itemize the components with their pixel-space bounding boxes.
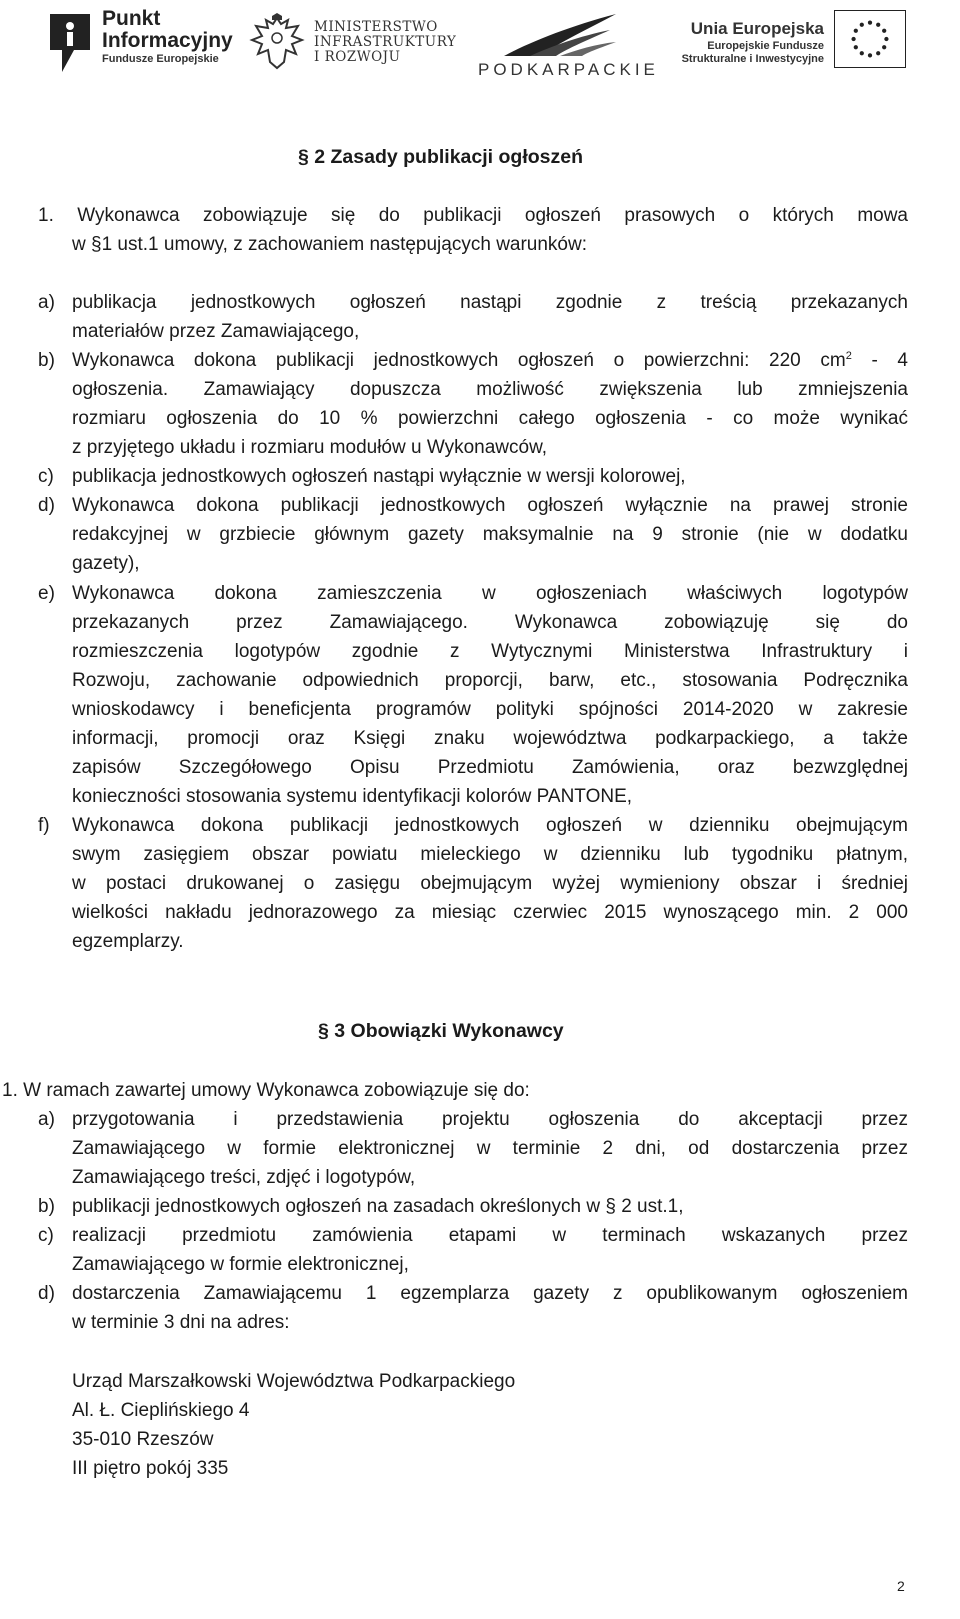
- eagle-emblem-icon: [248, 12, 306, 74]
- s2-f-line5: egzemplarzy.: [72, 931, 184, 952]
- s2-f-line3: w postaci drukowanej o zasięgu obejmującym wyżej wymieniony obszar i średniej: [72, 873, 908, 894]
- s3-d-label: d): [38, 1283, 55, 1304]
- s3-c-line2: Zamawiającego w formie elektronicznej,: [72, 1254, 409, 1275]
- logo-min-line2: INFRASTRUKTURY: [314, 34, 457, 50]
- s2-c-line1: publikacja jednostkowych ogłoszeń nastąpi wyłącznie w wersji kolorowej,: [72, 466, 686, 487]
- s2-e-line4: Rozwoju, zachowanie odpowiednich proporcji, barw, etc., stosowania Podręcznika: [72, 670, 908, 691]
- s2-e-line7: zapisów Szczegółowego Opisu Przedmiotu Zamówienia, oraz bezwzględnej: [72, 757, 908, 778]
- logo-ministerstwo: [248, 6, 458, 80]
- s3-d-line2: w terminie 3 dni na adres:: [72, 1312, 290, 1333]
- s2-p1-line1: 1. Wykonawca zobowiązuje się do publikacji ogłoszeń prasowych o których mowa: [38, 205, 908, 226]
- page-number: 2: [897, 1578, 905, 1594]
- podkarpackie-wings-icon: [500, 12, 620, 58]
- s2-e-line3: rozmieszczenia logotypów zgodnie z Wytycznymi Ministerstwa Infrastruktury i: [72, 641, 908, 662]
- section2-heading: § 2 Zasady publikacji ogłoszeń: [298, 146, 584, 168]
- s3-c-label: c): [38, 1225, 54, 1246]
- s3-d-line1: dostarczenia Zamawiającemu 1 egzemplarza gazety z opublikowanym ogłoszeniem: [72, 1283, 908, 1304]
- logo-ue-line2: Europejskie Fundusze: [707, 40, 824, 52]
- address-line3: 35-010 Rzeszów: [72, 1429, 214, 1450]
- logo-min-line3: I ROZWOJU: [314, 49, 401, 65]
- header-logos: [0, 0, 960, 90]
- s3-c-line1: realizacji przedmiotu zamówienia etapami w terminach wskazanych przez: [72, 1225, 908, 1246]
- logo-punkt-line2: Informacyjny: [102, 29, 233, 52]
- logo-ue-line1: Unia Europejska: [690, 19, 824, 38]
- s2-d-label: d): [38, 495, 55, 516]
- s2-p1-line2: w §1 ust.1 umowy, z zachowaniem następujących warunków:: [72, 234, 588, 255]
- s3-a-line2: Zamawiającego w formie elektronicznej w terminie 2 dni, od dostarczenia przez: [72, 1138, 908, 1159]
- logo-ue-line3: Strukturalne i Inwestycyjne: [681, 53, 824, 65]
- s2-b-line3: rozmiaru ogłoszenia do 10 % powierzchni całego ogłoszenia - co może wynikać: [72, 408, 908, 429]
- section3-heading: § 3 Obowiązki Wykonawcy: [318, 1020, 564, 1042]
- s2-a-line2: materiałów przez Zamawiającego,: [72, 321, 360, 342]
- s2-e-line5: wnioskodawcy i beneficjenta programów polityki spójności 2014-2020 w zakresie: [72, 699, 908, 720]
- s2-e-line8: konieczności stosowania systemu identyfikacji kolorów PANTONE,: [72, 786, 633, 807]
- s2-d-line2: redakcyjnej w grzbiecie głównym gazety maksymalnie na 9 stronie (nie w dodatku: [72, 524, 908, 545]
- logo-punkt-line1: Punkt: [102, 7, 161, 30]
- s3-intro: 1. W ramach zawartej umowy Wykonawca zobowiązuje się do:: [2, 1080, 530, 1101]
- s2-d-line1: Wykonawca dokona publikacji jednostkowych ogłoszeń wyłącznie na prawej stronie: [72, 495, 908, 516]
- s3-a-label: a): [38, 1109, 55, 1130]
- s3-a-line3: Zamawiającego treści, zdjęć i logotypów,: [72, 1167, 416, 1188]
- address-line4: III piętro pokój 335: [72, 1458, 229, 1479]
- s2-a-line1: publikacja jednostkowych ogłoszeń nastąpi zgodnie z treścią przekazanych: [72, 292, 908, 313]
- logo-punkt-line3: Fundusze Europejskie: [102, 53, 219, 65]
- logo-unia-europejska: [676, 6, 936, 80]
- logo-podkarpackie: [478, 6, 658, 84]
- s2-f-label: f): [38, 815, 50, 836]
- s2-b-line4: z przyjętego układu i rozmiaru modułów u Wykonawców,: [72, 437, 548, 458]
- s2-f-line1: Wykonawca dokona publikacji jednostkowych ogłoszeń w dzienniku obejmującym: [72, 815, 908, 836]
- s2-b-line1: Wykonawca dokona publikacji jednostkowych ogłoszeń o powierzchni: 220 $cm^2 - 4$: [72, 350, 908, 371]
- s3-b-line1: publikacji jednostkowych ogłoszeń na zasadach określonych w § 2 ust.1,: [72, 1196, 684, 1217]
- address-line1: Urząd Marszałkowski Województwa Podkarpackiego: [72, 1371, 516, 1392]
- s2-e-line1: Wykonawca dokona zamieszczenia w ogłoszeniach właściwych logotypów: [72, 583, 908, 604]
- s2-e-label: e): [38, 583, 55, 604]
- s3-b-label: b): [38, 1196, 55, 1217]
- s2-d-line3: gazety),: [72, 553, 140, 574]
- logo-podkarpackie-text: PODKARPACKIE: [478, 60, 659, 79]
- s2-c-label: c): [38, 466, 54, 487]
- s2-f-line2: swym zasięgiem obszar powiatu mieleckiego w dzienniku lub tygodniku płatnym,: [72, 844, 908, 865]
- logo-punkt-informacyjny: [46, 6, 246, 80]
- punkt-informacyjny-icon: [46, 10, 94, 76]
- s2-e-line2: przekazanych przez Zamawiającego. Wykonawca zobowiązuję się do: [72, 612, 908, 633]
- s2-b-line2: ogłoszenia. Zamawiający dopuszcza możliwość zwiększenia lub zmniejszenia: [72, 379, 908, 400]
- s2-a-label: a): [38, 292, 55, 313]
- eu-flag-icon: [834, 10, 906, 68]
- s2-e-line6: informacji, promocji oraz Księgi znaku województwa podkarpackiego, a także: [72, 728, 908, 749]
- address-line2: Al. Ł. Cieplińskiego 4: [72, 1400, 250, 1421]
- s3-a-line1: przygotowania i przedstawienia projektu ogłoszenia do akceptacji przez: [72, 1109, 908, 1130]
- s2-b-label: b): [38, 350, 55, 371]
- s2-f-line4: wielkości nakładu jednorazowego za miesiąc czerwiec 2015 wynoszącego min. 2 000: [72, 902, 908, 923]
- logo-min-line1: MINISTERSTWO: [314, 19, 438, 35]
